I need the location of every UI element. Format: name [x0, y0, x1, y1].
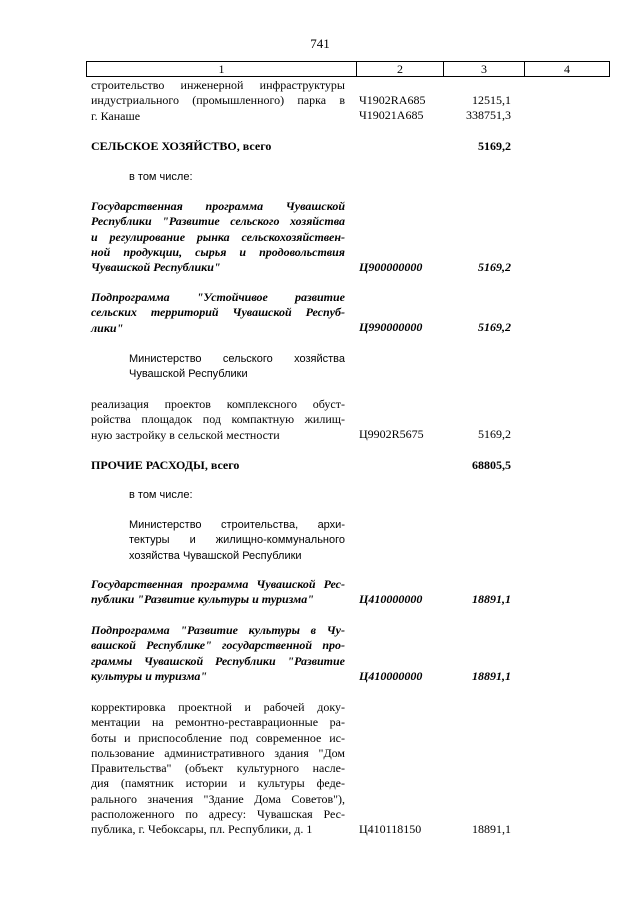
text-line: граммы Чувашской Республики "Развитие	[91, 653, 345, 668]
text-line: сельских территорий Чувашской Респуб-	[91, 305, 345, 320]
row-text	[91, 577, 345, 608]
text-line: пользование административного здания "Дом	[91, 745, 345, 760]
row-code: Ц410118150	[359, 822, 422, 836]
row-code: Ч19021A685	[359, 108, 424, 122]
row-value: 18891,1	[472, 592, 511, 606]
text-line: ной продукции, сырья и продовольствия	[91, 244, 345, 259]
text-line: расположенного по адресу: Чувашская Рес-	[91, 807, 345, 822]
row-value: 5169,2	[478, 320, 511, 334]
text-line: лики"	[91, 320, 124, 335]
text-line: рального значения "Здание Дома Советов"),	[91, 791, 345, 806]
text-line: ройства площадок под компактную жилищ-	[91, 412, 345, 427]
row-text	[91, 199, 345, 275]
row-text	[91, 700, 345, 838]
row-code: Ц410000000	[359, 669, 423, 683]
text-line: Чувашской Республики"	[91, 260, 221, 275]
row-value: 5169,2	[478, 427, 511, 441]
text-line: Государственная программа Чувашской	[91, 199, 345, 213]
text-line: строительство инженерной инфраструктуры	[91, 78, 345, 92]
row-code: Ц410000000	[359, 592, 423, 606]
row-value: 18891,1	[472, 669, 511, 683]
text-line: ную застройку в сельской местности	[91, 427, 280, 442]
text-line: г. Канаше	[91, 108, 141, 123]
text-line: вашской Республике" государственной про-	[91, 638, 345, 653]
text-line: Министерство сельского хозяйства	[129, 353, 345, 365]
row-value: 5169,2	[478, 260, 511, 274]
text-line: ментации на ремонтно-реставрационные ра-	[91, 715, 345, 730]
row-text	[91, 397, 345, 443]
row-text	[91, 290, 345, 336]
row-text	[91, 352, 345, 383]
row-value: 5169,2	[478, 139, 511, 153]
row-text: СЕЛЬСКОЕ ХОЗЯЙСТВО, всего	[91, 139, 272, 153]
row-value: 18891,1	[472, 822, 511, 836]
row-code: Ц9902R5675	[359, 427, 424, 441]
text-line: дия (памятник истории и культуры феде-	[91, 776, 345, 791]
header-col-1: 1	[87, 62, 357, 76]
text-line: культуры и туризма"	[91, 668, 208, 683]
text-line: индустриального (промышленного) парка в	[91, 93, 345, 108]
row-code: Ц900000000	[359, 260, 423, 274]
text-line: публики "Развитие культуры и туризма"	[91, 592, 314, 607]
row-value: 12515,1	[472, 93, 511, 107]
text-line: Правительства" (объект культурного насле-	[91, 761, 345, 776]
header-col-4: 4	[564, 62, 570, 76]
text-line: Республики "Развитие сельского хозяйства	[91, 214, 345, 229]
text-line: Министерство строительства, архи-	[129, 519, 345, 531]
row-text	[91, 78, 345, 124]
text-line: корректировка проектной и рабочей доку-	[91, 700, 345, 714]
text-line: боты и приспособление под современное ис-	[91, 730, 345, 745]
text-line: реализация проектов комплексного обуст-	[91, 397, 345, 411]
row-text	[91, 623, 345, 684]
header-col-2: 2	[357, 62, 444, 76]
page-number: 741	[310, 36, 330, 51]
table-header	[86, 61, 610, 77]
row-code: Ч1902RA685	[359, 93, 426, 107]
row-text	[91, 518, 345, 564]
text-line: публика, г. Чебоксары, пл. Республики, д. 1	[91, 822, 313, 837]
text-line: Подпрограмма "Устойчивое развитие	[91, 290, 345, 304]
text-line: Подпрограмма "Развитие культуры в Чу-	[91, 623, 345, 637]
text-line: тектуры и жилищно-коммунального	[129, 534, 345, 547]
text-line: Государственная программа Чувашской Рес-	[91, 577, 345, 591]
row-text: в том числе:	[129, 489, 193, 501]
row-text: ПРОЧИЕ РАСХОДЫ, всего	[91, 458, 240, 472]
text-line: Чувашской Республики	[129, 368, 248, 381]
row-value: 338751,3	[466, 108, 511, 122]
text-line: и регулирование рынка сельскохозяйствен-	[91, 229, 345, 244]
row-text: в том числе:	[129, 171, 193, 183]
row-code: Ц990000000	[359, 320, 423, 334]
header-col-3: 3	[444, 62, 525, 76]
text-line: хозяйства Чувашской Республики	[129, 549, 302, 562]
row-value: 68805,5	[472, 458, 511, 472]
